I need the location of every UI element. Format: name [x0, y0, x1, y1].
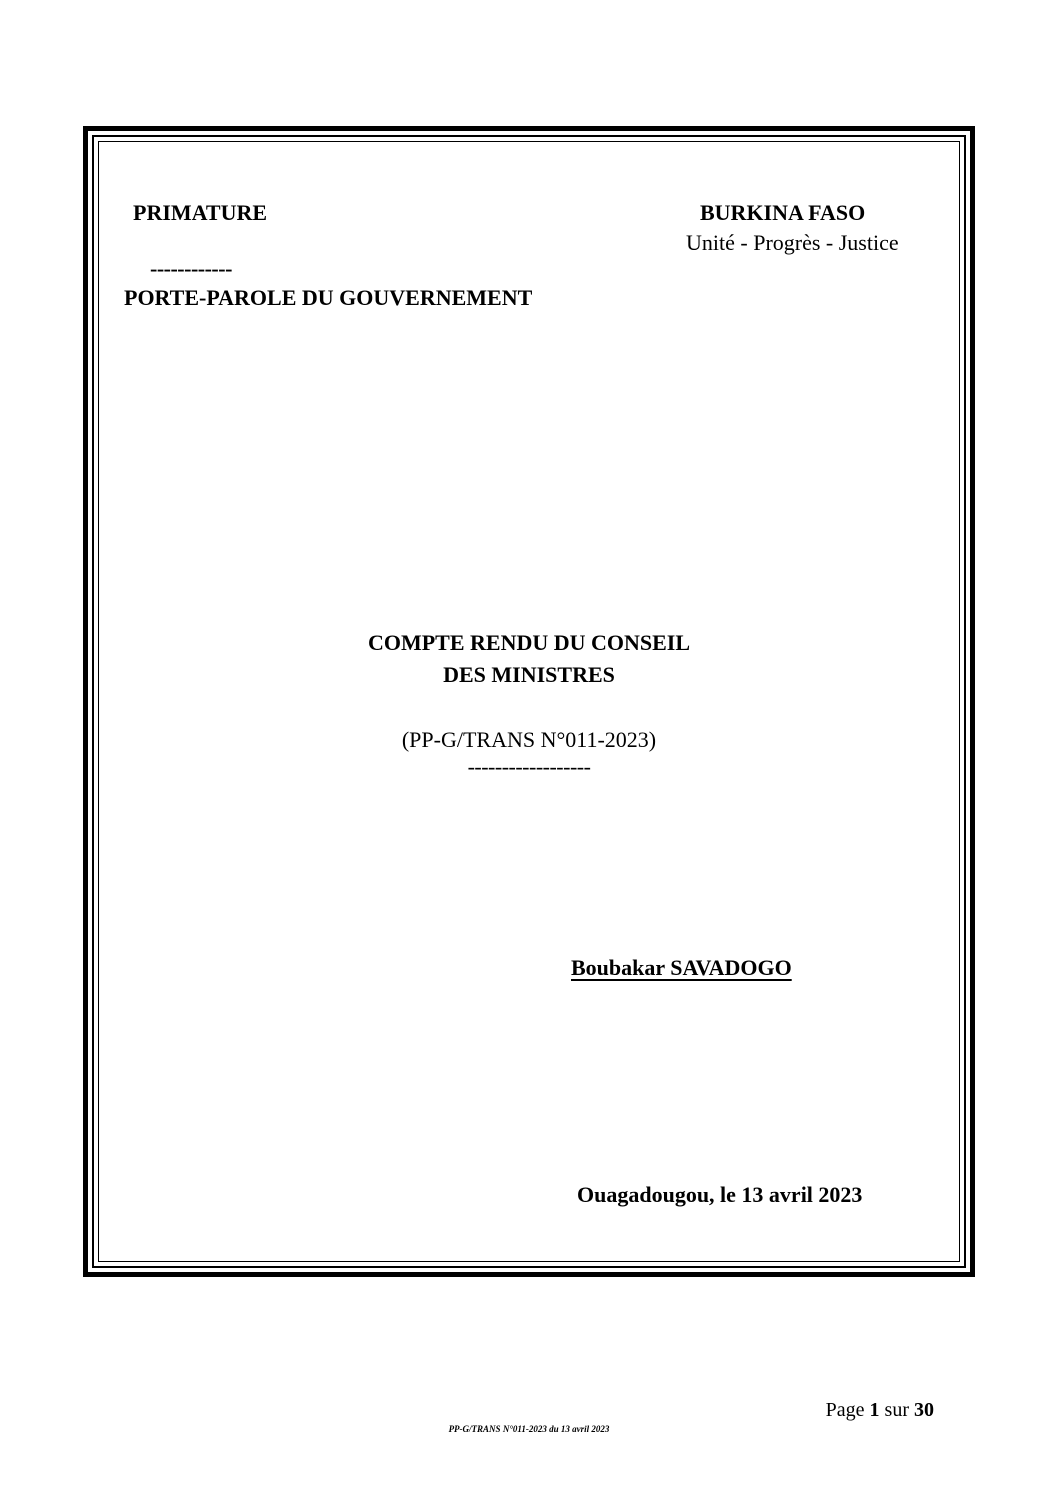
author-name: Boubakar SAVADOGO	[571, 955, 792, 980]
issuing-office: PRIMATURE	[133, 200, 268, 225]
page-number	[826, 1400, 934, 1420]
footer-reference: PP-G/TRANS N°011-2023 du 13 avril 2023	[448, 1424, 610, 1434]
header-separator: ------------	[150, 256, 232, 281]
page-total: 30	[914, 1399, 934, 1421]
page-prefix: Page	[825, 1399, 870, 1421]
page-middle: sur	[879, 1399, 914, 1421]
page-current: 1	[869, 1399, 880, 1421]
document-title-line2: DES MINISTRES	[443, 662, 615, 687]
issuing-department: PORTE-PAROLE DU GOUVERNEMENT	[124, 285, 533, 310]
document-reference: (PP-G/TRANS N°011-2023)	[401, 727, 657, 752]
title-separator: ------------------	[467, 754, 591, 779]
document-title-line1: COMPTE RENDU DU CONSEIL	[367, 630, 691, 655]
place-and-date: Ouagadougou, le 13 avril 2023	[577, 1182, 863, 1207]
national-motto: Unité - Progrès - Justice	[686, 230, 899, 255]
country-name: BURKINA FASO	[700, 200, 866, 225]
